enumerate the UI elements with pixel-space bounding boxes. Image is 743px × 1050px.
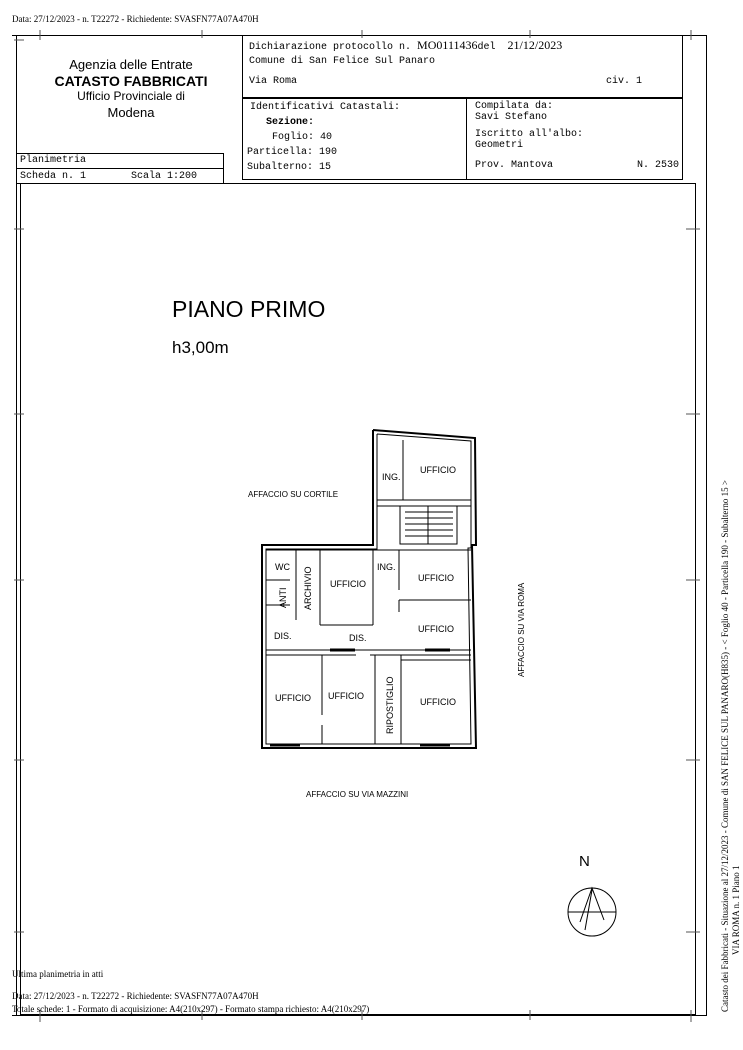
agency-dept: CATASTO FABBRICATI <box>54 72 208 89</box>
top-stamp: Data: 27/12/2023 - n. T22272 - Richiedente: SVASFN77A07A470H <box>12 14 259 24</box>
street: Via Roma <box>249 76 298 87</box>
label-affaccio-roma: AFFACCIO SU VIA ROMA <box>517 582 526 677</box>
footer-totale: Totale schede: 1 - Formato di acquisizione: A4(210x297) - Formato stampa richiesto: A4(210x297) <box>12 1004 370 1014</box>
frame-ticks <box>14 30 700 1022</box>
room-archivio: ARCHIVIO <box>303 566 313 610</box>
sezione: Sezione: <box>266 117 315 128</box>
declaration-date: 21/12/2023 <box>507 38 563 52</box>
room-wc: WC <box>275 562 290 572</box>
compiler-num: N. 2530 <box>637 160 680 171</box>
agency-city: Modena <box>107 104 155 120</box>
subalterno: Subalterno: 15 <box>247 162 332 173</box>
room-dis-center: DIS. <box>349 633 367 643</box>
room-ufficio-mid: UFFICIO <box>330 579 366 589</box>
room-ufficio-br: UFFICIO <box>420 697 456 707</box>
foglio: Foglio: 40 <box>272 132 333 143</box>
declaration-number: MO0111436 <box>417 38 478 52</box>
room-ing-top: ING. <box>382 472 401 482</box>
compiler-name: Savi Stefano <box>475 112 548 123</box>
footer-stamp: Data: 27/12/2023 - n. T22272 - Richiedente: SVASFN77A07A470H <box>12 991 259 1001</box>
albo-label: Iscritto all'albo: <box>475 129 584 140</box>
room-ripostiglio: RIPOSTIGLIO <box>385 676 395 734</box>
plan-scheda: Scheda n. 1 <box>20 171 87 182</box>
room-ufficio-right1: UFFICIO <box>418 573 454 583</box>
ultima-planimetria: Ultima planimetria in atti <box>12 969 104 979</box>
label-affaccio-cortile: AFFACCIO SU CORTILE <box>248 490 339 499</box>
room-ufficio-top: UFFICIO <box>420 465 456 475</box>
label-affaccio-mazzini: AFFACCIO SU VIA MAZZINI <box>306 790 409 799</box>
room-ufficio-bc: UFFICIO <box>328 691 364 701</box>
albo: Geometri <box>475 140 524 151</box>
plan-scala: Scala 1:200 <box>131 171 198 182</box>
room-ing-mid: ING. <box>377 562 396 572</box>
compiler-prov: Prov. Mantova <box>475 160 554 171</box>
comune: Comune di San Felice Sul Panaro <box>249 56 436 67</box>
side-text-line2: VIA ROMA n. 1 Piano 1 <box>731 865 741 955</box>
civic-number: civ. 1 <box>606 76 643 87</box>
declaration-del: del <box>477 42 496 53</box>
floor-height: h3,00m <box>172 338 229 357</box>
agency-office: Ufficio Provinciale di <box>77 89 185 104</box>
agency-name: Agenzia delle Entrate <box>69 57 193 72</box>
north-label: N <box>579 853 590 870</box>
identifiers-title: Identificativi Catastali: <box>250 102 401 113</box>
compiler-title: Compilata da: <box>475 101 554 112</box>
declaration-label: Dichiarazione protocollo n. <box>249 42 412 53</box>
room-dis-left: DIS. <box>274 631 292 641</box>
plan-label: Planimetria <box>20 155 87 166</box>
room-ufficio-right2: UFFICIO <box>418 624 454 634</box>
room-anti: ANTI <box>278 587 288 608</box>
compass-icon <box>568 888 616 936</box>
side-text-line1: Catasto dei Fabbricati - Situazione al 27/12/2023 - Comune di SAN FELICE SUL PANARO(H835) - < Foglio 40 - Particella 190 - Subalterno 15 > <box>720 480 730 1012</box>
particella: Particella: 190 <box>247 147 338 158</box>
floor-title: PIANO PRIMO <box>172 296 326 322</box>
room-ufficio-bl: UFFICIO <box>275 693 311 703</box>
